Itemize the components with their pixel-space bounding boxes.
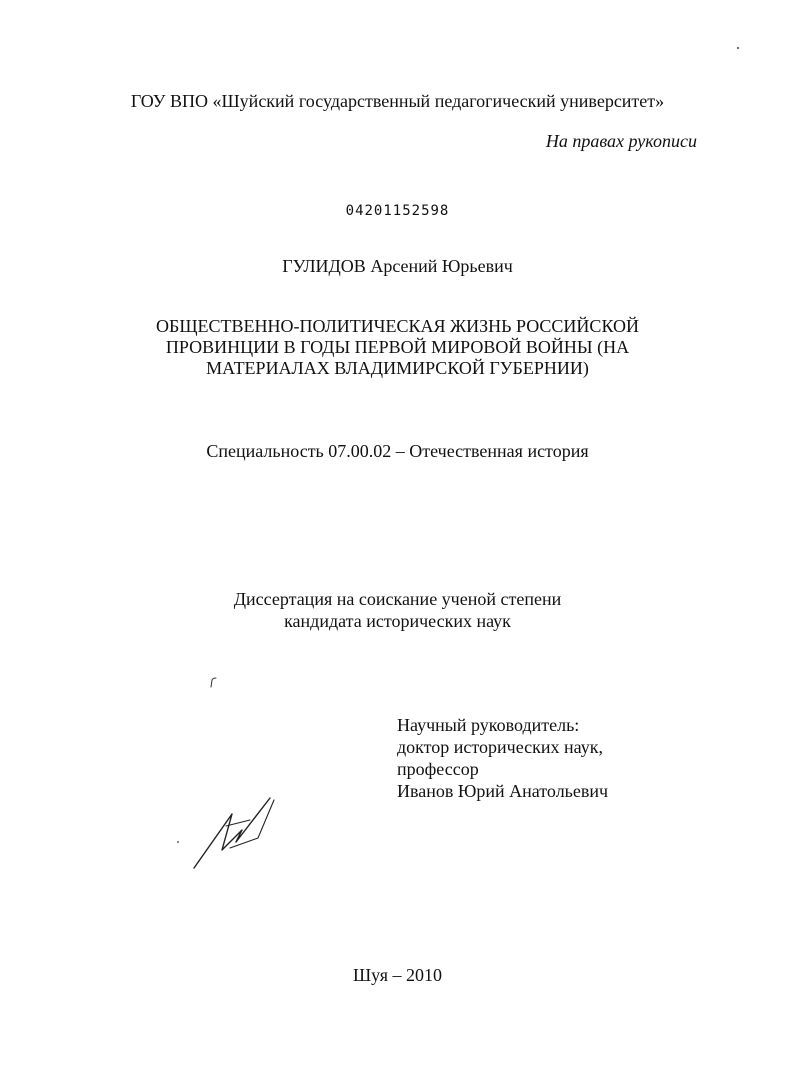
degree-line: Диссертация на соискание ученой степени (233, 589, 562, 609)
library-stamp-number: 04201152598 (345, 203, 450, 219)
supervisor-rank: профессор (397, 759, 479, 779)
author-name: ГУЛИДОВ Арсений Юрьевич (282, 256, 513, 276)
supervisor-label: Научный руководитель: (397, 715, 580, 735)
title-line: ПРОВИНЦИИ В ГОДЫ ПЕРВОЙ МИРОВОЙ ВОЙНЫ (НА (165, 337, 630, 357)
degree-statement (0, 588, 795, 632)
university-name: ГОУ ВПО «Шуйский государственный педагогический университет» (130, 91, 665, 111)
stray-pen-mark (208, 676, 218, 688)
supervisor-degree: доктор исторических наук, (397, 737, 603, 757)
supervisor-name: Иванов Юрий Анатольевич (397, 781, 609, 801)
supervisor-block (397, 714, 608, 802)
title-line: ОБЩЕСТВЕННО-ПОЛИТИЧЕСКАЯ ЖИЗНЬ РОССИЙСКОЙ (156, 316, 639, 336)
title-line: МАТЕРИАЛАХ ВЛАДИМИРСКОЙ ГУБЕРНИИ) (206, 358, 589, 378)
degree-line: кандидата исторических наук (284, 611, 511, 631)
dissertation-title (0, 316, 795, 379)
scan-speck (736, 46, 740, 50)
specialty: Специальность 07.00.02 – Отечественная история (206, 441, 589, 461)
city-and-year: Шуя – 2010 (353, 965, 442, 985)
manuscript-rights-note: На правах рукописи (545, 131, 697, 151)
author-signature (170, 790, 290, 880)
